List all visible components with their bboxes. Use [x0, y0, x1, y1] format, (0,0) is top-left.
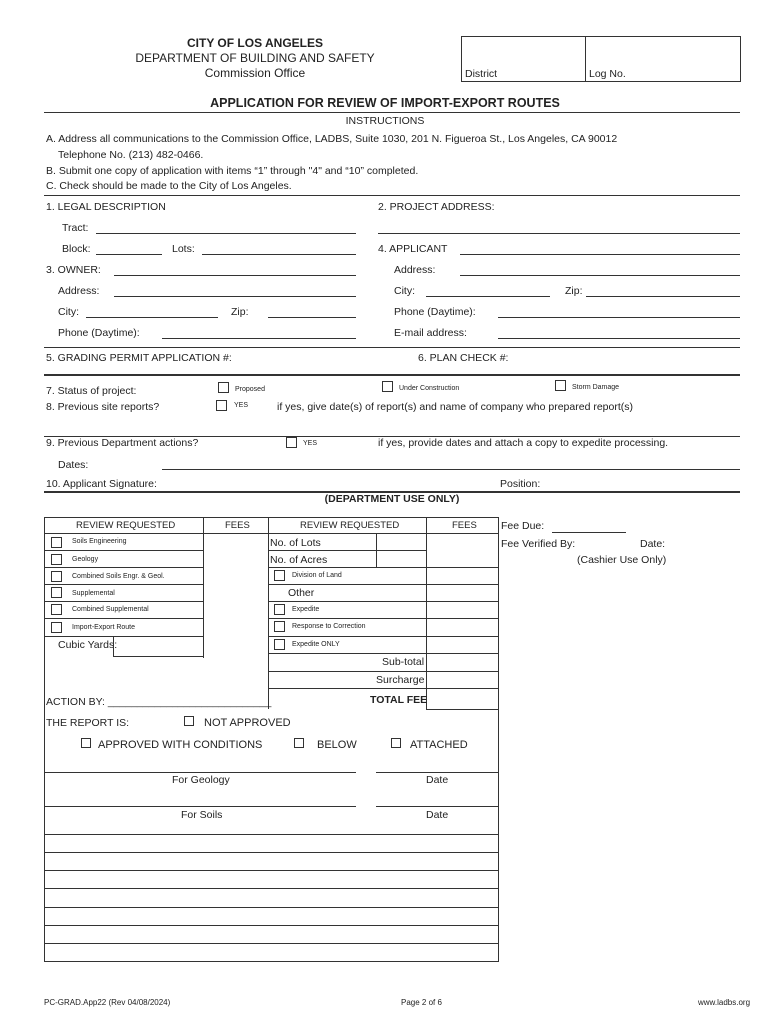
owner-field[interactable]: [114, 275, 356, 276]
owner-zip-label: Zip:: [231, 306, 249, 318]
dept-title: DEPARTMENT OF BUILDING AND SAFETY: [135, 51, 375, 65]
fees-header-right: FEES: [452, 520, 477, 531]
note-line[interactable]: [44, 870, 498, 871]
note-line[interactable]: [44, 961, 498, 962]
left-item: Combined Soils Engr. & Geol.: [72, 573, 165, 580]
applicant-field[interactable]: [460, 254, 740, 255]
supplemental-checkbox[interactable]: [51, 587, 62, 598]
dates-label: Dates:: [58, 459, 89, 471]
expedite-label: Expedite: [292, 606, 320, 613]
owner-city-label: City:: [58, 306, 79, 318]
project-address-label: 2. PROJECT ADDRESS:: [378, 201, 495, 213]
legal-description-label: 1. LEGAL DESCRIPTION: [46, 201, 166, 213]
no-lots-label: No. of Lots: [270, 537, 321, 549]
subtotal-label: Sub-total: [382, 656, 425, 668]
actions-yes-checkbox[interactable]: [286, 437, 297, 448]
division-land-checkbox[interactable]: [274, 570, 285, 581]
applicant-address-field[interactable]: [460, 275, 740, 276]
not-approved-checkbox[interactable]: [184, 716, 194, 726]
owner-phone-field[interactable]: [162, 338, 356, 339]
reports-note: if yes, give date(s) of report(s) and name of company who prepared report(s): [277, 401, 633, 413]
geology-checkbox[interactable]: [51, 554, 62, 565]
below-checkbox[interactable]: [294, 738, 304, 748]
for-soils-label: For Soils: [181, 809, 223, 821]
lots-field[interactable]: [202, 254, 356, 255]
project-address-field[interactable]: [378, 233, 740, 234]
expedite-checkbox[interactable]: [274, 604, 285, 615]
previous-actions-label: 9. Previous Department actions?: [46, 437, 199, 449]
approved-conditions-checkbox[interactable]: [81, 738, 91, 748]
response-label: Response to Correction: [292, 623, 366, 630]
instructions-heading: INSTRUCTIONS: [345, 115, 425, 127]
instruction-b: B. Submit one copy of application with items “1” through "4" and “10” completed.: [46, 165, 419, 177]
plan-check-label: 6. PLAN CHECK #:: [418, 352, 509, 364]
note-line[interactable]: [44, 907, 498, 908]
approved-conditions-label: APPROVED WITH CONDITIONS: [98, 739, 263, 751]
website[interactable]: www.ladbs.org: [698, 998, 751, 1007]
soils-checkbox[interactable]: [51, 537, 62, 548]
applicant-address-label: Address:: [394, 264, 436, 276]
email-label: E-mail address:: [394, 327, 467, 339]
applicant-city-label: City:: [394, 285, 415, 297]
response-checkbox[interactable]: [274, 621, 285, 632]
grading-permit-label: 5. GRADING PERMIT APPLICATION #:: [46, 352, 232, 364]
expedite-only-label: Expedite ONLY: [292, 641, 340, 648]
email-field[interactable]: [498, 338, 740, 339]
note-line[interactable]: [44, 925, 498, 926]
review-requested-header-left: REVIEW REQUESTED: [76, 520, 176, 531]
applicant-city-field[interactable]: [426, 296, 550, 297]
total-fee-label: TOTAL FEE: [370, 694, 428, 706]
storm-damage-checkbox[interactable]: [555, 380, 566, 391]
status-label: 7. Status of project:: [46, 385, 137, 397]
previous-reports-label: 8. Previous site reports?: [46, 401, 160, 413]
geology-date-label: Date: [426, 774, 449, 786]
under-construction-label: Under Construction: [399, 385, 460, 392]
for-geology-label: For Geology: [172, 774, 230, 786]
cashier-label: (Cashier Use Only): [577, 554, 667, 566]
dates-field[interactable]: [162, 469, 740, 470]
tract-label: Tract:: [62, 222, 89, 234]
applicant-label: 4. APPLICANT: [378, 243, 448, 255]
applicant-zip-label: Zip:: [565, 285, 583, 297]
instruction-a: A. Address all communications to the Commission Office, LADBS, Suite 1030, 201 N. Figueroa St., Los Angeles, CA 90012: [46, 133, 618, 145]
log-label[interactable]: Log No.: [589, 68, 626, 80]
owner-address-label: Address:: [58, 285, 100, 297]
applicant-phone-field[interactable]: [498, 317, 740, 318]
review-requested-header-right: REVIEW REQUESTED: [300, 520, 400, 531]
fees-header-left: FEES: [225, 520, 250, 531]
left-item: Geology: [72, 556, 99, 563]
left-item: Combined Supplemental: [72, 606, 149, 613]
other-label: Other: [288, 587, 315, 599]
office-title: Commission Office: [204, 66, 306, 80]
block-label: Block:: [62, 243, 91, 255]
note-line[interactable]: [44, 834, 498, 835]
under-construction-checkbox[interactable]: [382, 381, 393, 392]
left-item: Supplemental: [72, 590, 115, 597]
not-approved-label: NOT APPROVED: [204, 717, 291, 729]
division-land-label: Division of Land: [292, 572, 342, 579]
combined-supplemental-checkbox[interactable]: [51, 604, 62, 615]
owner-label: 3. OWNER:: [46, 264, 101, 276]
owner-city-field[interactable]: [86, 317, 218, 318]
expedite-only-checkbox[interactable]: [274, 639, 285, 650]
left-item: Soils Engineering: [72, 538, 127, 545]
fee-date-label: Date:: [640, 538, 666, 550]
soils-date-label: Date: [426, 809, 449, 821]
owner-phone-label: Phone (Daytime):: [58, 327, 140, 339]
surcharge-label: Surcharge: [376, 674, 425, 686]
no-acres-label: No. of Acres: [270, 554, 328, 566]
applicant-phone-label: Phone (Daytime):: [394, 306, 476, 318]
actions-yes-label: YES: [303, 440, 318, 447]
note-line[interactable]: [44, 943, 498, 944]
actions-note: if yes, provide dates and attach a copy to expedite processing.: [378, 437, 669, 449]
reports-yes-checkbox[interactable]: [216, 400, 227, 411]
import-export-checkbox[interactable]: [51, 622, 62, 633]
owner-address-field[interactable]: [114, 296, 356, 297]
combined-checkbox[interactable]: [51, 571, 62, 582]
cubic-yards-label: Cubic Yards:: [58, 639, 118, 651]
below-label: BELOW: [317, 739, 357, 751]
report-is-label: THE REPORT IS:: [46, 717, 130, 729]
tract-field[interactable]: [96, 233, 356, 234]
instruction-c: C. Check should be made to the City of Los Angeles.: [46, 180, 292, 192]
action-by-label: ACTION BY: ____________________________: [46, 696, 272, 708]
form-title: APPLICATION FOR REVIEW OF IMPORT-EXPORT ROUTES: [210, 96, 560, 110]
attached-checkbox[interactable]: [391, 738, 401, 748]
page-number: Page 2 of 6: [401, 998, 442, 1007]
left-item: Import-Export Route: [72, 624, 136, 631]
form-id: PC-GRAD.App22 (Rev 04/08/2024): [44, 998, 171, 1007]
reports-yes-label: YES: [234, 402, 249, 409]
fee-due-label: Fee Due:: [501, 520, 545, 532]
fee-due-field[interactable]: [552, 532, 626, 533]
instruction-a-phone: Telephone No. (213) 482-0466.: [58, 149, 204, 161]
city-title: CITY OF LOS ANGELES: [186, 36, 323, 50]
proposed-label: Proposed: [235, 386, 265, 393]
lots-label: Lots:: [172, 243, 195, 255]
owner-zip-field[interactable]: [268, 317, 356, 318]
block-field[interactable]: [96, 254, 162, 255]
dept-use-heading: (DEPARTMENT USE ONLY): [324, 493, 460, 505]
storm-damage-label: Storm Damage: [572, 384, 620, 391]
district-label[interactable]: District: [465, 68, 498, 80]
proposed-checkbox[interactable]: [218, 382, 229, 393]
position-label: Position:: [500, 478, 541, 490]
signature-label: 10. Applicant Signature:: [46, 478, 157, 490]
applicant-zip-field[interactable]: [586, 296, 740, 297]
attached-label: ATTACHED: [410, 739, 468, 751]
note-line[interactable]: [44, 888, 498, 889]
note-line[interactable]: [44, 852, 498, 853]
fee-verified-label: Fee Verified By:: [501, 538, 576, 550]
